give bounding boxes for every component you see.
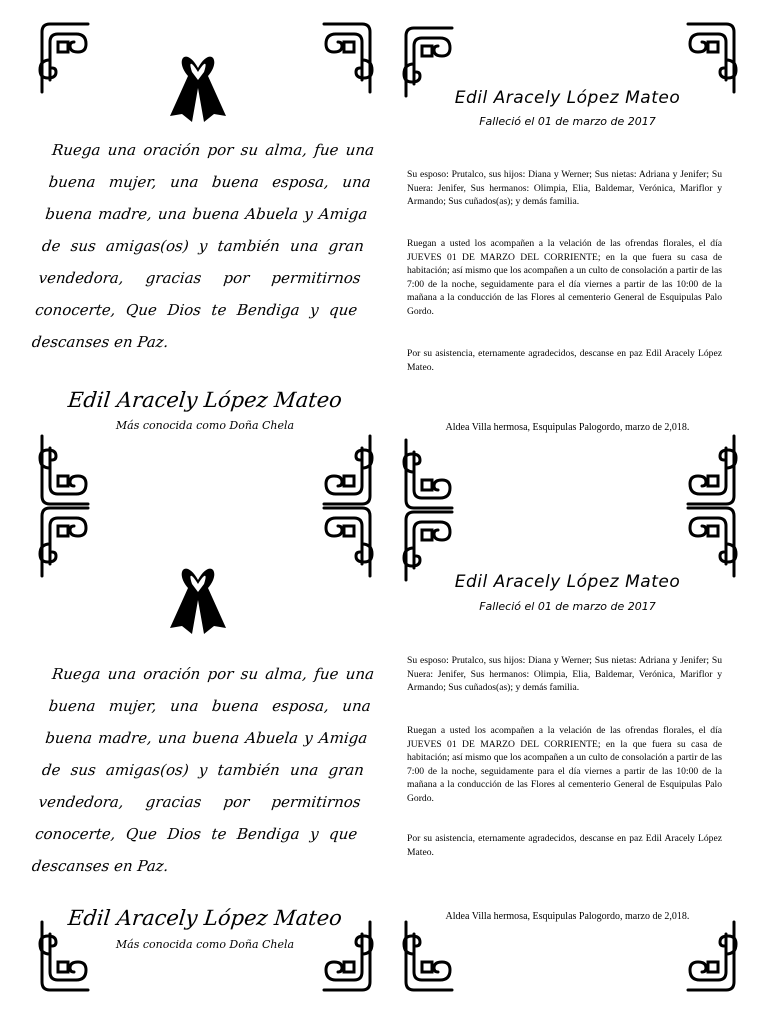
mourning-ribbon-icon [166,562,230,634]
card-bottom [0,540,768,1024]
corner-ornament-icon [320,20,376,96]
deceased-name-script: Edil Aracely López Mateo [66,906,344,930]
nickname: Más conocida como Doña Chela [115,419,295,432]
mourning-ribbon-icon [166,50,230,122]
deceased-name-title: Edil Aracely López Mateo [454,572,681,592]
deceased-name-script: Edil Aracely López Mateo [66,388,344,412]
corner-ornament-icon [684,20,740,96]
family-paragraph: Su esposo: Prutalco, sus hijos: Diana y Werner; Sus nietas: Adriana y Jenifer; Su Nuera: Jenifer, Sus hermanos: Olimpia, Elia, Baldemar, Verónica, Mariflor y Armando; Sus cuñados(as); y demás familia. [407,169,722,208]
corner-ornament-icon [400,918,456,994]
death-date: Falleció el 01 de marzo de 2017 [479,600,656,613]
place-date: Aldea Villa hermosa, Esquipulas Palogordo, marzo de 2,018. [445,422,690,433]
corner-ornament-icon [36,918,92,994]
prayer-text: Ruega una oración por su alma, fue una buena mujer, una buena esposa, una buena madre, una buena Abuela y Amiga de sus amigas(os) y también una gran vendedora, gracias por permitirnos conocerte, Que Dios te Bendiga y que descanses en Paz. [30,665,376,875]
corner-ornament-icon [684,918,740,994]
invitation-paragraph: Ruegan a usted los acompañen a la velación de las ofrendas florales, el día JUEVES 01 DE MARZO DEL CORRIENTE; en la que fuera su casa de habitación; así mismo que los acompañen a un culto de consolación a partir de las 7:00 de la noche, seguidamente para el día viernes a partir de las 10:00 de la mañana a la conducción de las Flores al cementerio General de Esquipulas Palo Gordo. [407,725,722,804]
card-top [0,0,768,440]
prayer-text: Ruega una oración por su alma, fue una buena mujer, una buena esposa, una buena madre, una buena Abuela y Amiga de sus amigas(os) y también una gran vendedora, gracias por permitirnos conocerte, Que Dios te Bendiga y que descanses en Paz. [30,141,376,351]
corner-ornament-icon [320,918,376,994]
death-date: Falleció el 01 de marzo de 2017 [479,115,656,128]
thanks-paragraph: Por su asistencia, eternamente agradecidos, descanse en paz Edil Aracely López Mateo. [407,348,722,373]
corner-ornament-icon [36,20,92,96]
nickname: Más conocida como Doña Chela [115,938,295,951]
deceased-name-title: Edil Aracely López Mateo [454,88,681,108]
thanks-paragraph: Por su asistencia, eternamente agradecidos, descanse en paz Edil Aracely López Mateo. [407,833,722,858]
corner-ornament-icon [36,432,92,508]
corner-ornament-icon [684,432,740,508]
family-paragraph: Su esposo: Prutalco, sus hijos: Diana y Werner; Sus nietas: Adriana y Jenifer; Su Nuera: Jenifer, Sus hermanos: Olimpia, Elia, Baldemar, Verónica, Mariflor y Armando; Sus cuñados(as); y demás familia. [407,655,722,694]
place-date: Aldea Villa hermosa, Esquipulas Palogordo, marzo de 2,018. [445,911,690,922]
invitation-paragraph: Ruegan a usted los acompañen a la velación de las ofrendas florales, el día JUEVES 01 DE MARZO DEL CORRIENTE; en la que fuera su casa de habitación; así mismo que los acompañen a un culto de consolación a partir de las 7:00 de la noche, seguidamente para el día viernes a partir de las 10:00 de la mañana a la conducción de las Flores al cementerio General de Esquipulas Palo Gordo. [407,238,722,317]
corner-ornament-icon [320,432,376,508]
corner-ornament-icon [400,436,456,512]
